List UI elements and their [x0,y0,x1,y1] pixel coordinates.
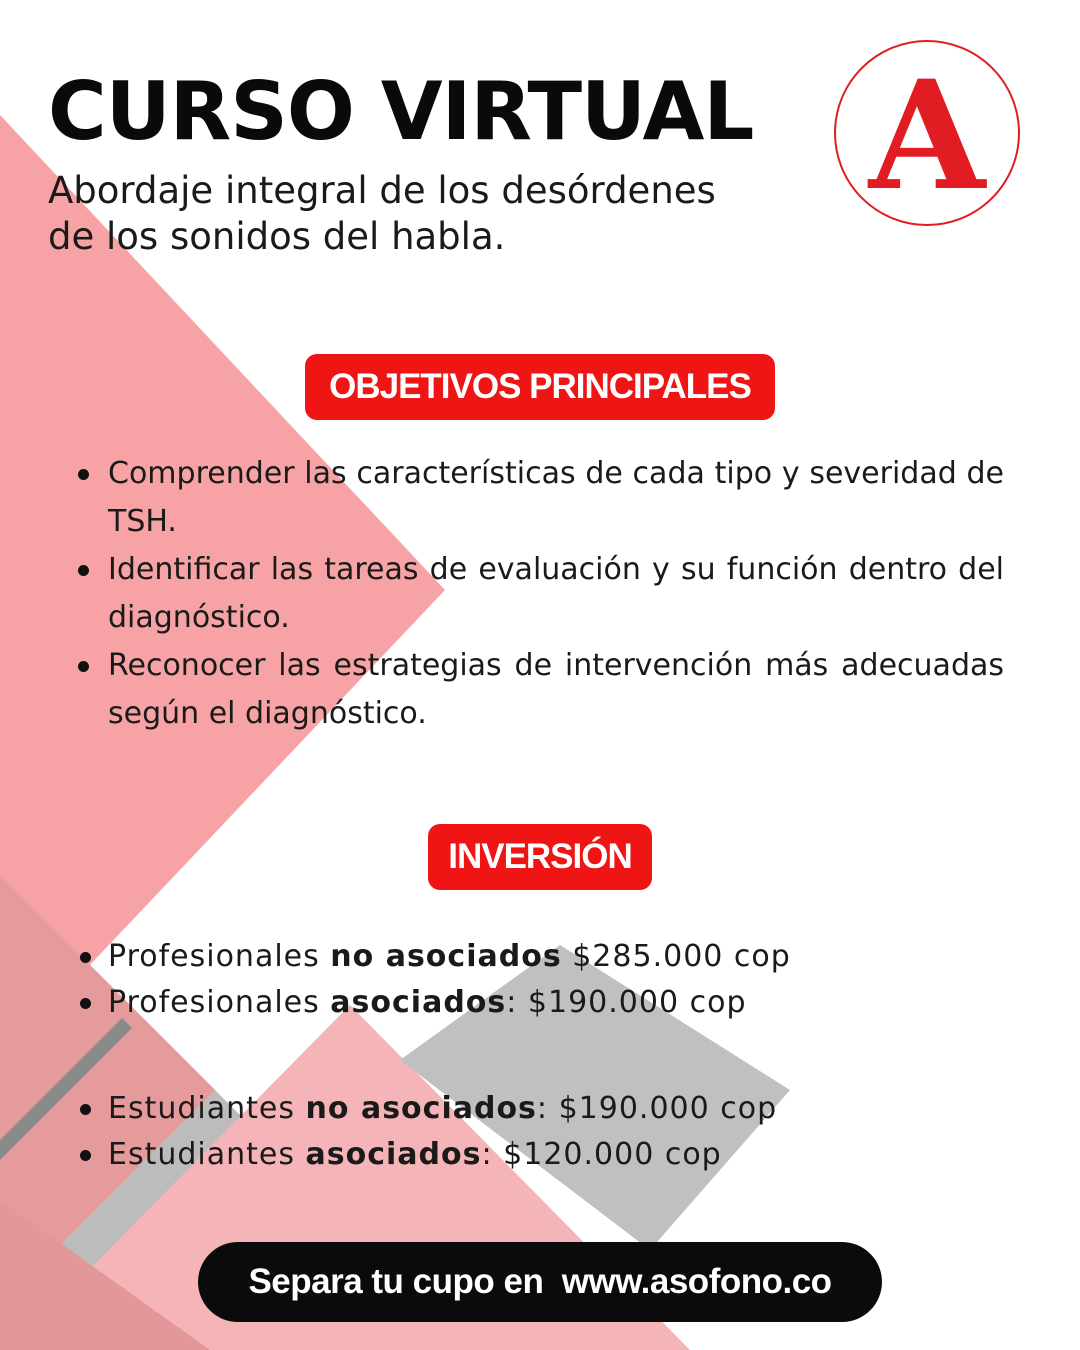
bullet-icon [78,661,89,672]
objective-text: Comprender las características de cada tipo y severidad de TSH. [108,456,1004,539]
price-list-students [78,1086,777,1178]
price-value: $190.000 cop [527,985,747,1020]
bullet-icon [80,998,91,1009]
objetivos-heading: OBJETIVOS PRINCIPALES [305,354,775,420]
price-item [78,1086,777,1132]
price-value: $285.000 cop [572,939,791,974]
objectives-list [76,450,1004,738]
list-item [76,546,1004,642]
price-item [78,934,791,980]
price-label: Estudiantes [108,1137,306,1172]
list-item [76,450,1004,546]
course-subtitle [48,168,828,260]
price-value: $190.000 cop [558,1091,778,1126]
subtitle-line-2: de los sonidos del habla. [48,215,506,258]
price-separator: : [536,1091,559,1126]
price-value: $120.000 cop [503,1137,722,1172]
price-bold: asociados [330,985,507,1020]
price-item [78,1132,777,1178]
bullet-icon [78,565,89,576]
price-separator: : [481,1137,504,1172]
price-separator: : [506,985,528,1020]
price-bold: no asociados [330,939,562,974]
price-label: Estudiantes [108,1091,306,1126]
objective-text: Identificar las tareas de evaluación y su función dentro del diagnóstico. [108,552,1004,635]
signup-cta-button[interactable]: Separa tu cupo en www.asofono.co [198,1242,882,1322]
bullet-icon [80,1104,91,1115]
price-bold: asociados [305,1137,482,1172]
price-bold: no asociados [305,1091,537,1126]
logo-letter: A [868,48,986,224]
price-label: Profesionales [108,939,331,974]
asofono-logo [834,40,1020,226]
page-title: CURSO VIRTUAL [48,65,754,158]
objective-text: Reconocer las estrategias de intervención más adecuadas según el diagnóstico. [108,648,1004,731]
price-separator [562,939,573,974]
bullet-icon [80,1150,91,1161]
subtitle-line-1: Abordaje integral de los desórdenes [48,169,716,212]
price-item [78,980,791,1026]
price-list-professionals [78,934,791,1026]
price-label: Profesionales [108,985,331,1020]
bullet-icon [80,952,91,963]
inversion-heading: INVERSIÓN [428,824,652,890]
bullet-icon [78,469,89,480]
list-item [76,642,1004,738]
